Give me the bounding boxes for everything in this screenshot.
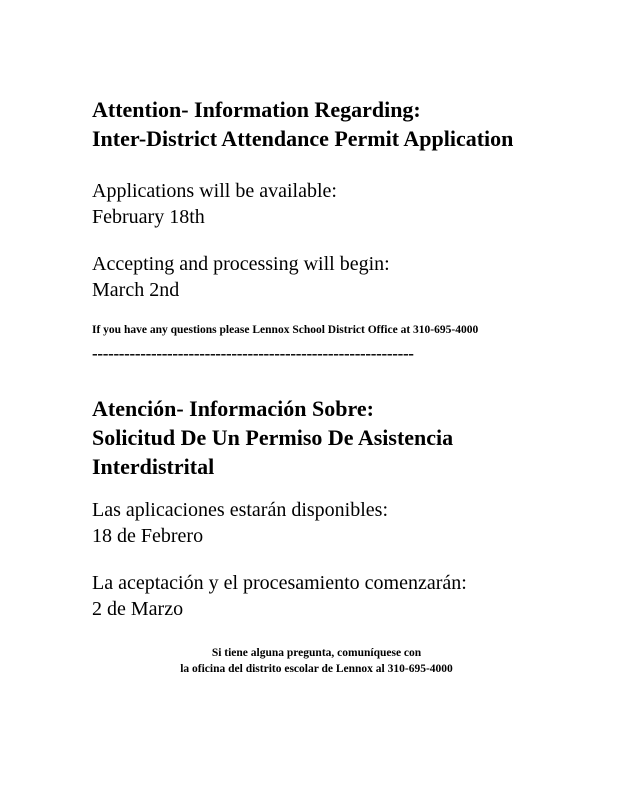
spanish-processing-label: La aceptación y el procesamiento comenzarán:: [92, 572, 467, 594]
spanish-available-label: Las aplicaciones estarán disponibles:: [92, 499, 389, 521]
spanish-available-date: 18 de Febrero: [92, 525, 204, 547]
spanish-heading-line-2: Solicitud De Un Permiso De Asistencia: [92, 425, 454, 450]
english-processing-date: March 2nd: [92, 279, 180, 301]
english-available-date: February 18th: [92, 206, 205, 228]
spanish-contact-line-1: Si tiene alguna pregunta, comuníquese con: [211, 647, 422, 659]
english-processing-label: Accepting and processing will begin:: [92, 253, 390, 275]
spanish-contact-line-2: la oficina del distrito escolar de Lennox al 310-695-4000: [180, 663, 453, 675]
section-divider: ------------------------------------------------------------: [92, 344, 414, 363]
english-available-label: Applications will be available:: [92, 180, 337, 202]
english-heading-line-2: Inter-District Attendance Permit Application: [92, 126, 514, 151]
spanish-heading-line-3: Interdistrital: [92, 454, 215, 479]
spanish-heading-line-1: Atención- Información Sobre:: [92, 396, 374, 421]
english-contact-note: If you have any questions please Lennox School District Office at 310-695-4000: [92, 324, 479, 336]
spanish-processing-date: 2 de Marzo: [92, 598, 184, 620]
english-heading-line-1: Attention- Information Regarding:: [92, 97, 421, 122]
